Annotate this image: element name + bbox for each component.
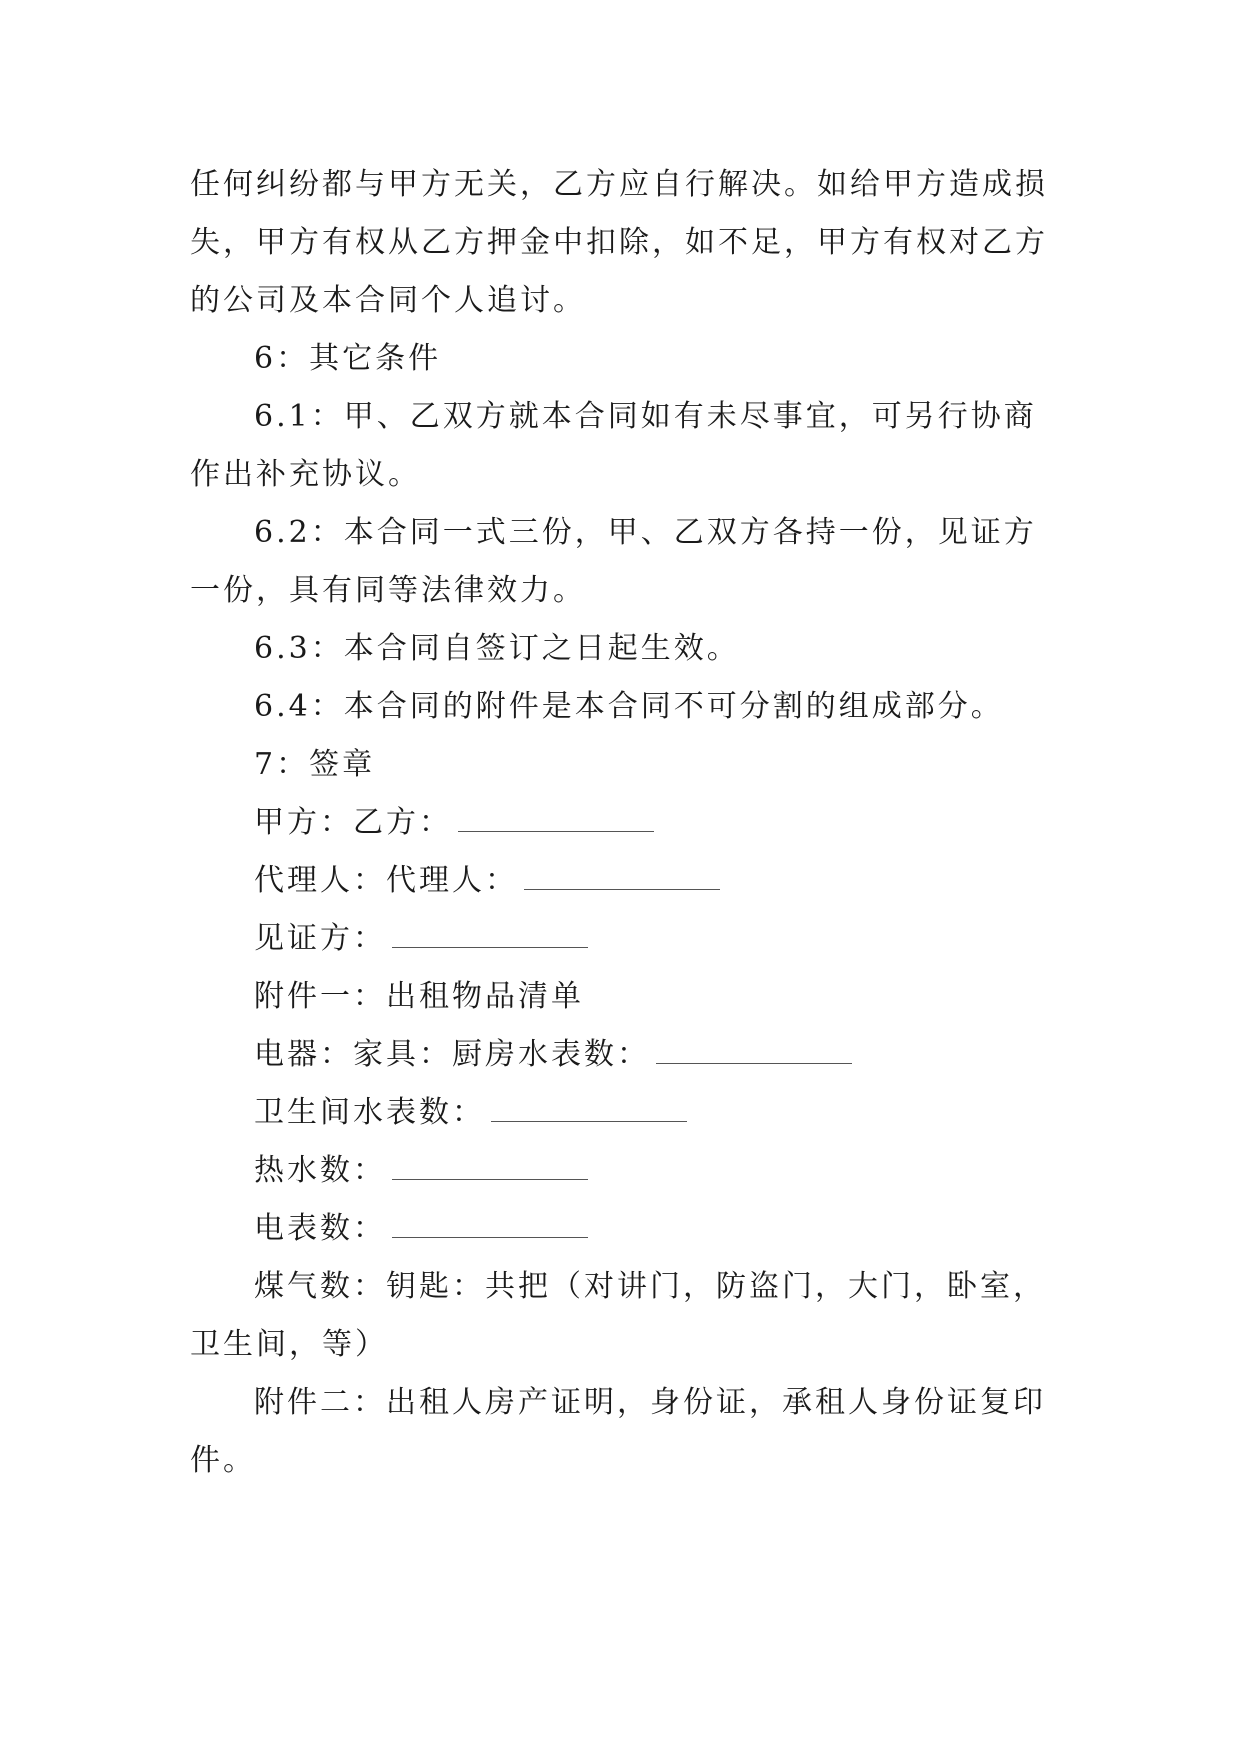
blank-fill-line [491,1097,687,1122]
appendix-one-heading: 附件一：出租物品清单 [254,979,584,1014]
signature-party-a-b [190,794,1070,852]
appendix-two-continued: 件。 [190,1443,256,1478]
clause-6-4: 6.4：本合同的附件是本合同不可分割的组成部分。 [254,689,1004,724]
document-body [190,156,1070,1490]
clause-6-2: 6.2：本合同一式三份，甲、乙双方各持一份，见证方 [254,515,1037,550]
field-label: 卫生间水表数： [254,1095,485,1130]
section-heading-other-conditions: 6：其它条件 [254,341,442,376]
clause-6-3: 6.3：本合同自签订之日起生效。 [254,631,740,666]
clause-6-2-continued: 一份，具有同等法律效力。 [190,573,586,608]
blank-fill-line [656,1039,852,1064]
text-line: 失，甲方有权从乙方押金中扣除，如不足，甲方有权对乙方 [190,225,1048,260]
field-electric-meter [190,1200,1070,1258]
signature-agents [190,852,1070,910]
section-heading-signature: 7：签章 [254,747,376,782]
field-label: 见证方： [254,921,386,956]
blank-fill-line [392,1213,588,1238]
field-label: 电表数： [254,1211,386,1246]
blank-fill-line [524,865,720,890]
clause-6-1: 6.1：甲、乙双方就本合同如有未尽事宜，可另行协商 [254,399,1037,434]
field-gas-keys-continued: 卫生间，等） [190,1327,388,1362]
field-label: 甲方：乙方： [254,805,452,840]
field-appliances-furniture-kitchen-water [190,1026,1070,1084]
signature-witness [190,910,1070,968]
field-label: 代理人：代理人： [254,863,518,898]
blank-fill-line [458,807,654,832]
blank-fill-line [392,1155,588,1180]
field-label: 热水数： [254,1153,386,1188]
text-line: 的公司及本合同个人追讨。 [190,283,586,318]
field-hot-water [190,1142,1070,1200]
clause-6-1-continued: 作出补充协议。 [190,457,421,492]
field-gas-keys: 煤气数：钥匙：共把（对讲门，防盗门，大门，卧室， [254,1269,1046,1304]
field-bathroom-water-meter [190,1084,1070,1142]
field-label: 电器：家具：厨房水表数： [254,1037,650,1072]
appendix-two: 附件二：出租人房产证明，身份证，承租人身份证复印 [254,1385,1046,1420]
text-line: 任何纠纷都与甲方无关，乙方应自行解决。如给甲方造成损 [190,167,1048,202]
blank-fill-line [392,923,588,948]
